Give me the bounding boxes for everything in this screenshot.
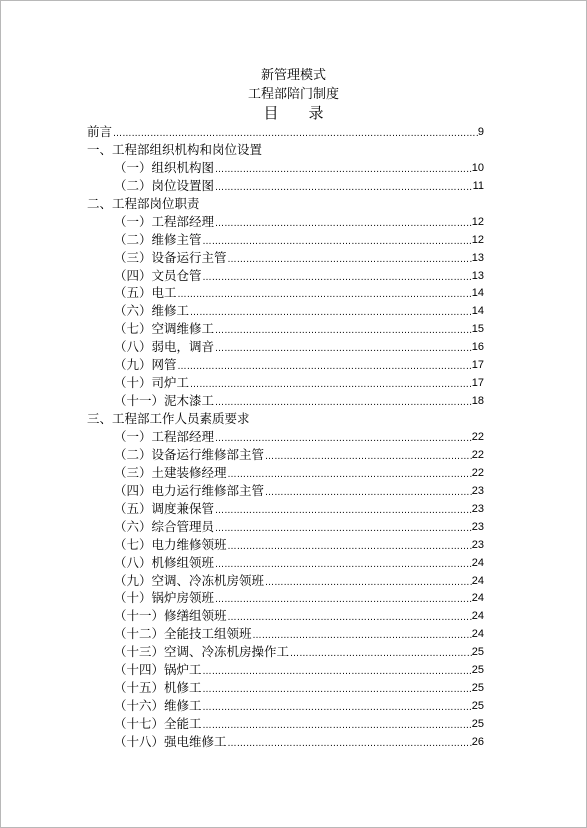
- toc-entry-label: （十三）空调、冷冻机房操作工: [114, 644, 290, 660]
- toc-entry-label: 三、工程部工作人员素质要求: [87, 411, 250, 427]
- toc-entry-label: （七）电力维修领班: [114, 536, 227, 552]
- toc-entry: [114, 499, 484, 517]
- toc-entry: [114, 319, 484, 337]
- toc-leader-dots: [202, 684, 472, 696]
- toc-entry: [114, 427, 484, 445]
- toc-entry: [114, 678, 484, 696]
- toc-entry: [114, 463, 484, 481]
- toc-page-number: 23: [471, 520, 484, 533]
- toc-page-number: 25: [471, 646, 484, 659]
- toc-page-number: 24: [471, 592, 484, 605]
- toc-leader-dots: [252, 630, 472, 642]
- toc-entry-label: （十一）修缮组领班: [114, 608, 227, 624]
- toc-entry: [114, 212, 484, 230]
- toc-leader-dots: [214, 164, 472, 176]
- toc-page-number: 22: [471, 448, 484, 461]
- toc-entry: [114, 553, 484, 571]
- toc-entry: [114, 391, 484, 409]
- toc-leader-dots: [202, 236, 472, 248]
- toc-leader-dots: [214, 397, 472, 409]
- toc-entry-label: （一）组织机构图: [114, 159, 215, 175]
- toc-page-number: 25: [471, 664, 484, 677]
- toc-leader-dots: [214, 433, 472, 445]
- toc-entry: [114, 248, 484, 266]
- toc-leader-dots: [227, 254, 472, 266]
- toc-leader-dots: [227, 612, 472, 624]
- toc-heading-left: 目: [263, 104, 279, 122]
- toc-entry: [114, 176, 484, 194]
- toc-entry-label: （十七）全能工: [114, 716, 202, 732]
- toc-leader-dots: [202, 720, 472, 732]
- toc-entry: [114, 714, 484, 732]
- toc-entry-label: （十一）泥木漆工: [114, 393, 215, 409]
- toc-leader-dots: [289, 648, 472, 660]
- toc-entry: [114, 660, 484, 678]
- toc-entry-label: （十二）全能技工组领班: [114, 626, 252, 642]
- toc-page-number: 12: [471, 233, 484, 246]
- toc-leader-dots: [202, 666, 472, 678]
- toc-page-number: 23: [471, 502, 484, 515]
- toc-entry-label: （四）电力运行维修部主管: [114, 482, 265, 498]
- toc-page-number: 24: [471, 610, 484, 623]
- toc-leader-dots: [214, 343, 472, 355]
- toc-page-number: 23: [471, 484, 484, 497]
- toc-entry-label: （九）空调、冷冻机房领班: [114, 572, 265, 588]
- toc-page-number: 15: [471, 323, 484, 336]
- toc-page-number: 10: [471, 161, 484, 174]
- toc-page-number: 12: [471, 215, 484, 228]
- toc-entry: [87, 122, 484, 140]
- toc-page-number: 22: [471, 466, 484, 479]
- toc-leader-dots: [112, 128, 478, 140]
- toc-leader-dots: [189, 307, 472, 319]
- toc-entry: [114, 266, 484, 284]
- toc-leader-dots: [214, 523, 472, 535]
- toc-page-number: 17: [471, 377, 484, 390]
- toc-leader-dots: [177, 361, 472, 373]
- toc-page-number: 16: [471, 341, 484, 354]
- toc-entry-label: （五）电工: [114, 285, 177, 301]
- toc-entry-label: （十五）机修工: [114, 680, 202, 696]
- toc-entry-label: （三）设备运行主管: [114, 249, 227, 265]
- toc-page-number: 9: [477, 126, 484, 138]
- toc-entry-label: （九）网管: [114, 357, 177, 373]
- toc-heading: [1, 104, 586, 122]
- toc-entry-label: （十六）维修工: [114, 698, 202, 714]
- toc-leader-dots: [264, 451, 472, 463]
- toc-page-number: 25: [471, 718, 484, 731]
- toc-page-number: 25: [471, 682, 484, 695]
- toc-page-number: 24: [471, 628, 484, 641]
- toc-entry: [114, 535, 484, 553]
- toc-entry: [114, 732, 484, 750]
- toc-page-number: 24: [471, 556, 484, 569]
- toc-leader-dots: [264, 487, 472, 499]
- toc-page-number: 13: [471, 269, 484, 282]
- toc-leader-dots: [214, 182, 473, 194]
- toc-entry: [114, 696, 484, 714]
- toc-entry: [114, 517, 484, 535]
- toc-leader-dots: [214, 218, 472, 230]
- toc-page-number: 13: [471, 251, 484, 264]
- toc-entry: [114, 571, 484, 589]
- toc-entry-label: （三）土建装修经理: [114, 464, 227, 480]
- toc-entry-label: 二、工程部岗位职责: [87, 195, 200, 211]
- toc-entry-label: （十）司炉工: [114, 375, 190, 391]
- toc-entry-label: （八）弱电，调音: [114, 339, 215, 355]
- toc-page-number: 11: [472, 179, 484, 192]
- toc-entry: [114, 588, 484, 606]
- toc-leader-dots: [214, 325, 472, 337]
- document-subtitle: 工程部陪门制度: [247, 87, 339, 102]
- toc-leader-dots: [227, 541, 472, 553]
- toc-entry-label: （二）设备运行维修部主管: [114, 446, 265, 462]
- toc-entry-label: （五）调度兼保管: [114, 500, 215, 516]
- toc-leader-dots: [189, 379, 472, 391]
- toc-page-number: 22: [471, 430, 484, 443]
- toc-entry: [114, 337, 484, 355]
- toc-heading-right: 录: [308, 104, 324, 122]
- toc-page-number: 24: [471, 574, 484, 587]
- toc-page-number: 14: [471, 305, 484, 318]
- toc-leader-dots: [227, 738, 472, 750]
- toc-entry-label: （十）锅炉房领班: [114, 590, 215, 606]
- toc-entry: [114, 283, 484, 301]
- toc-leader-dots: [202, 702, 472, 714]
- toc-leader-dots: [214, 505, 472, 517]
- toc-section: [87, 409, 487, 427]
- toc-entry-label: （一）工程部经理: [114, 213, 215, 229]
- toc-entry: [114, 606, 484, 624]
- toc-entry: [114, 642, 484, 660]
- toc-page-number: 17: [471, 359, 484, 372]
- toc-section: [87, 194, 487, 212]
- toc-page-number: 25: [471, 700, 484, 713]
- toc-leader-dots: [227, 469, 472, 481]
- toc-leader-dots: [264, 577, 472, 589]
- toc-entry: [114, 355, 484, 373]
- toc-entry-label: （四）文员仓管: [114, 267, 202, 283]
- toc-entry: [114, 230, 484, 248]
- toc-page-number: 18: [471, 395, 484, 408]
- toc-entry-label: （二）岗位设置图: [114, 177, 215, 193]
- toc-entry-label: （七）空调维修工: [114, 321, 215, 337]
- toc-entry-label: （二）维修主管: [114, 231, 202, 247]
- toc-entry-label: （八）机修组领班: [114, 554, 215, 570]
- toc-entry-label: （六）综合管理员: [114, 518, 215, 534]
- document-title: 新管理模式: [260, 68, 326, 83]
- toc-entry: [114, 481, 484, 499]
- toc-leader-dots: [202, 272, 472, 284]
- toc-entry: [114, 445, 484, 463]
- toc-entry-label: （一）工程部经理: [114, 428, 215, 444]
- toc-leader-dots: [177, 289, 472, 301]
- toc-entry: [114, 624, 484, 642]
- toc-page-number: 23: [471, 538, 484, 551]
- toc-entry: [114, 301, 484, 319]
- toc-entry-label: （六）维修工: [114, 303, 190, 319]
- toc-leader-dots: [214, 594, 472, 606]
- toc-leader-dots: [214, 559, 472, 571]
- toc-entry-label: （十四）锅炉工: [114, 662, 202, 678]
- toc-section: [87, 140, 487, 158]
- toc-entry-label: （十八）强电维修工: [114, 733, 227, 749]
- toc-page-number: 14: [471, 287, 484, 300]
- toc-entry: [114, 158, 484, 176]
- toc-page-number: 26: [471, 735, 484, 748]
- toc-entry-label: 一、工程部组织机构和岗位设置: [87, 141, 263, 157]
- toc-entry-label: 前言: [87, 124, 113, 139]
- toc-entry: [114, 373, 484, 391]
